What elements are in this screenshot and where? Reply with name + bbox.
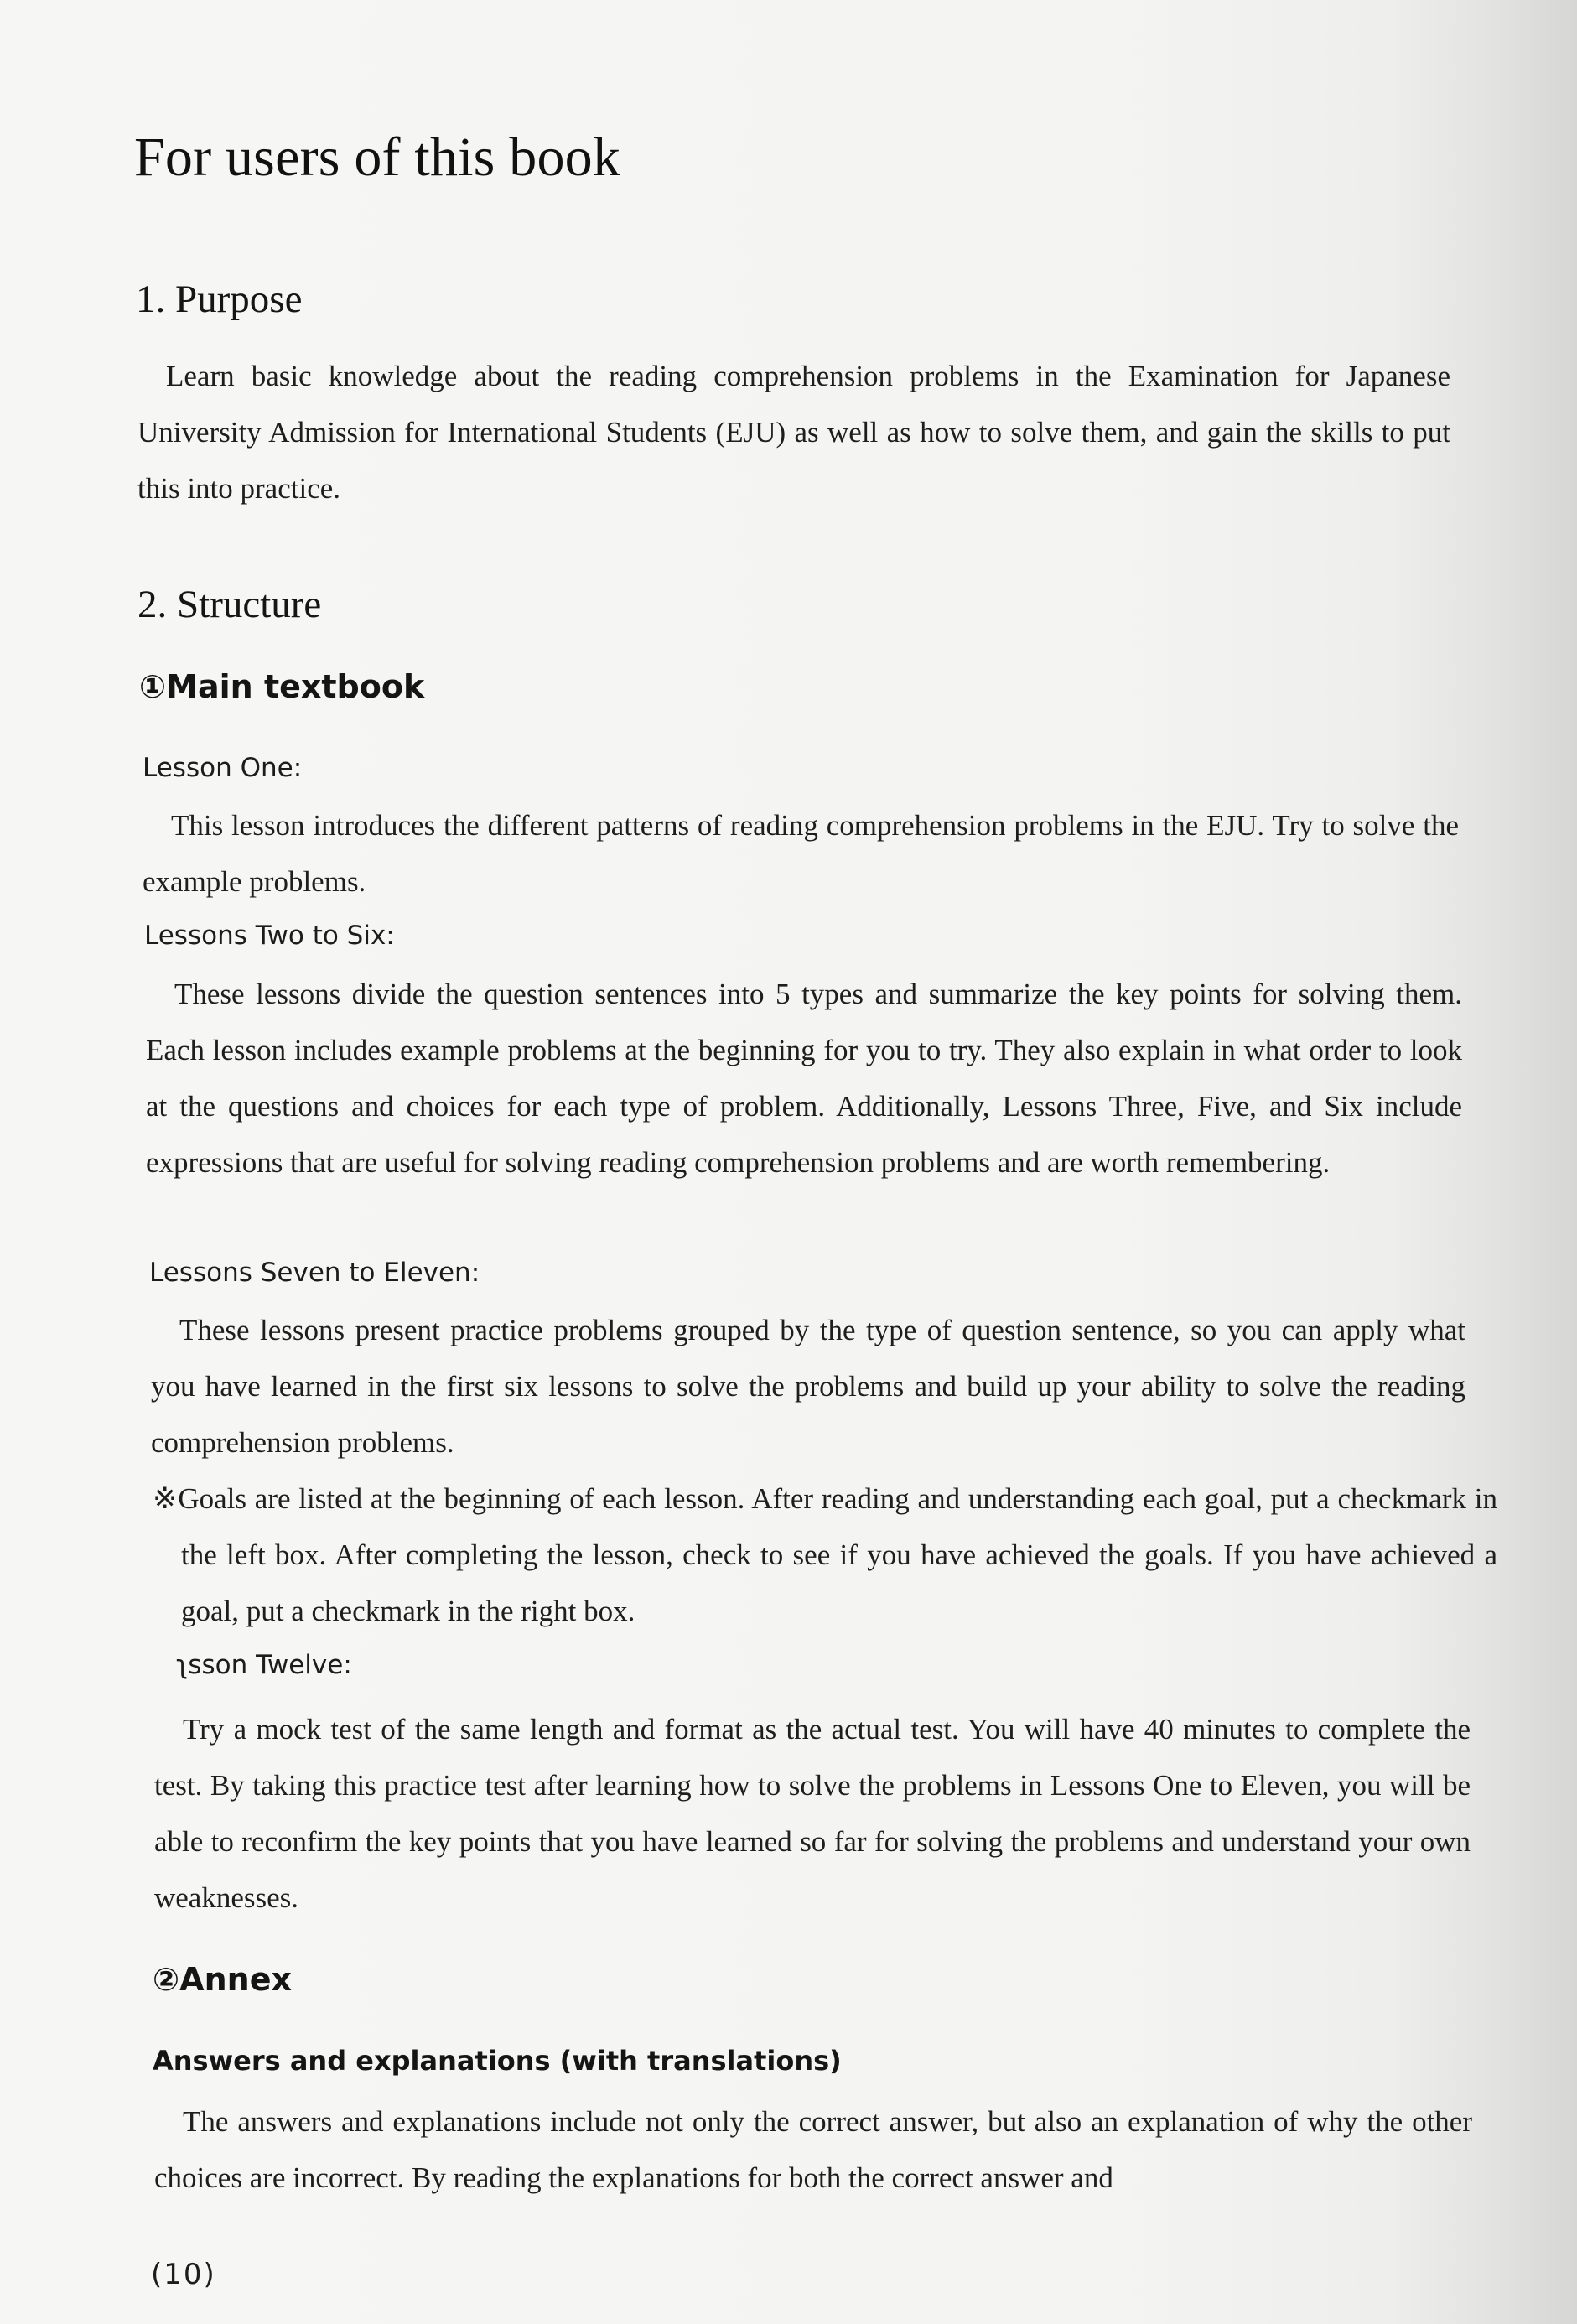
lesson-one-text-body: This lesson introduces the different patterns of reading comprehension problems in the EJU. Try to solve the example problems.: [143, 809, 1459, 898]
structure-heading: 2. Structure: [137, 583, 322, 626]
lessons-two-six-text-body: These lessons divide the question sentences into 5 types and summarize the key points for solving them. Each lesson includes example problems at the beginning for you to try. They also explain in what order to look at the questions and choices for each type of problem. Additionally, Lessons Three, Five, and Six include expressions that are useful for solving reading comprehension problems and are worth remembering.: [146, 978, 1462, 1179]
purpose-text: [137, 348, 1450, 516]
lesson-twelve-text: [154, 1701, 1471, 1926]
answers-heading: Answers and explanations (with translations): [153, 2045, 842, 2077]
lessons-seven-eleven-text-body: These lessons present practice problems grouped by the type of question sentence, so you can apply what you have learned in the first six lessons to solve the problems and build up your ability to solve the reading comprehension problems.: [151, 1314, 1465, 1459]
page-number: (10): [151, 2258, 216, 2291]
lessons-seven-eleven-label: Lessons Seven to Eleven:: [149, 1258, 480, 1288]
main-textbook-heading: ①Main textbook: [139, 668, 425, 705]
purpose-text-body: Learn basic knowledge about the reading comprehension problems in the Examination for Japanese University Admission for International Students (EJU) as well as how to solve them, and gain the skills to put this into practice.: [137, 360, 1450, 505]
lesson-one-label: Lesson One:: [143, 753, 303, 783]
answers-text: [154, 2093, 1472, 2206]
purpose-heading: 1. Purpose: [136, 278, 303, 321]
goals-note: ※Goals are listed at the beginning of each lesson. After reading and understanding each goal, put a checkmark in the left box. After completing the lesson, check to see if you have achieved the goals. If you have achieved a goal, put a checkmark in the right box.: [153, 1482, 1497, 1627]
lesson-one-text: [143, 797, 1459, 910]
lessons-two-six-label: Lessons Two to Six:: [144, 921, 395, 951]
annex-heading: ②Annex: [153, 1961, 292, 1998]
lesson-twelve-label: ʅsson Twelve:: [176, 1650, 352, 1680]
lessons-two-six-text: [146, 966, 1462, 1191]
answers-text-body: The answers and explanations include not only the correct answer, but also an explanation of why the other choices are incorrect. By reading the explanations for both the correct answer and: [154, 2105, 1472, 2194]
page-title: For users of this book: [134, 127, 621, 188]
lessons-seven-eleven-text: [151, 1302, 1465, 1471]
lesson-twelve-text-body: Try a mock test of the same length and format as the actual test. You will have 40 minutes to complete the test. By taking this practice test after learning how to solve the problems in Lessons One to Eleven, you will be able to reconfirm the key points that you have learned so far for solving the problems and understand your own weaknesses.: [154, 1713, 1471, 1914]
